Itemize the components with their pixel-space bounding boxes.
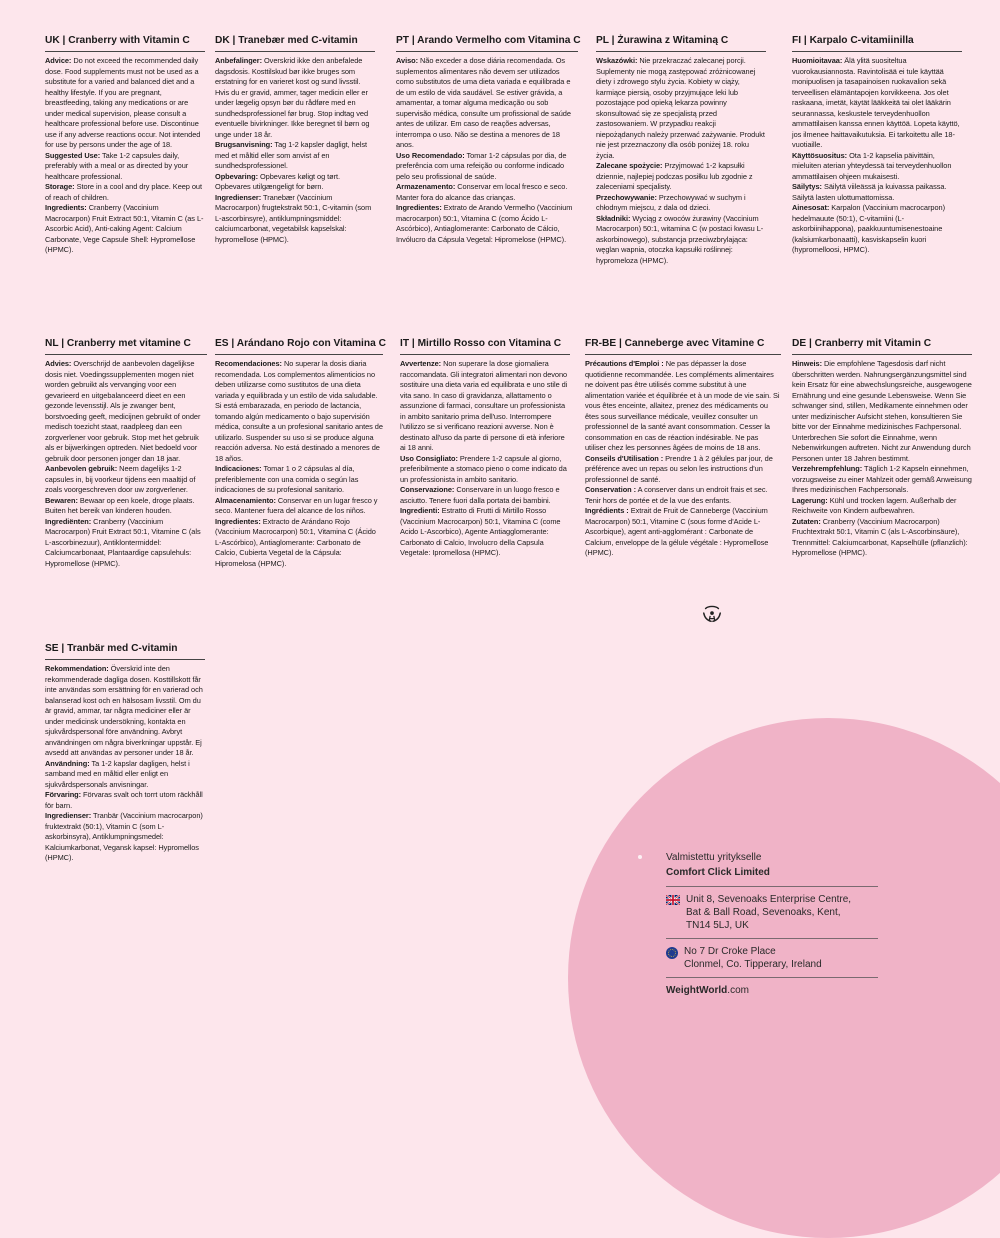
- use-text: Conseils d'Utilisation : Prendre 1 à 2 gélules par jour, de préférence avec un repas ou selon les instructions d'un professionnel de santé.: [585, 453, 773, 484]
- use-text: Suggested Use: Take 1-2 capsules daily, preferably with a meal or as directed by your healthcare professional.: [45, 150, 189, 181]
- manufacturer-info: [666, 850, 878, 998]
- use-text: Zalecane spożycie: Przyjmować 1-2 kapsułki dziennie, najlepiej podczas posiłku lub zgodnie z zaleceniami specjalisty.: [596, 161, 753, 191]
- ingredients-text: Ingredienser: Tranbär (Vaccinium macrocarpon) fruktextrakt (50:1), Vitamin C (som L-askorbinsyra), Antiklumpningsmedel: Kalciumkarbonat, Vegansk kapsel: Hypromellos (HPMC).: [45, 811, 203, 862]
- uk-flag-icon: [666, 895, 680, 905]
- address-line: Clonmel, Co. Tipperary, Ireland: [684, 959, 822, 970]
- section-pt: [396, 35, 581, 245]
- section-se: [45, 643, 205, 864]
- use-text: Indicaciones: Tomar 1 o 2 cápsulas al día, preferiblemente con una comida o según las indicaciones de su profesional sanitario.: [215, 464, 359, 494]
- ingredients-text: Składniki: Wyciąg z owoców żurawiny (Vaccinium Macrocarpon) 50:1, witamina C (w postaci kwasu L-askorbinowego), substancja przeciwzbrylająca: węglan wapnia, otoczka kapsułki roślinnej: hypromeloza (HPMC).: [596, 213, 764, 265]
- use-text: Käyttösuositus: Ota 1-2 kapselia päivittäin, mieluiten aterian yhteydessä tai terveydenhuollon ammattilaisen ohjeen mukaisesti.: [792, 150, 952, 181]
- site-brand: WeightWorld: [666, 985, 728, 996]
- divider: [666, 886, 878, 887]
- storage-text: Bewaren: Bewaar op een koele, droge plaats. Buiten het bereik van kinderen houden.: [45, 495, 195, 515]
- ie-address: [666, 945, 878, 971]
- section-nl: [45, 338, 207, 569]
- storage-text: Opbevaring: Opbevares køligt og tørt. Opbevares utilgængeligt for børn.: [215, 171, 341, 191]
- storage-text: Conservation : A conserver dans un endroit frais et sec. Tenir hors de portée et de la vue des enfants.: [585, 485, 768, 505]
- made-for-label: Valmistettu yritykselle: [666, 852, 762, 863]
- divider: [666, 977, 878, 978]
- storage-text: Säilytys: Säilytä viileässä ja kuivassa paikassa. Säilytä lasten ulottumattomissa.: [792, 182, 947, 202]
- advice-text: Advice: Do not exceed the recommended daily dose. Food supplements must not be used as a substitute for a varied and balanced diet and a healthy lifestyle. If you are pregnant, breastfeeding, taking any medications or are under medical supervision, please consult a healthcare professional before use. Discontinue use if any adverse reactions occur. Not intended for use by persons under the age of 18.: [45, 56, 201, 149]
- ingredients-text: Zutaten: Cranberry (Vaccinium Macrocarpon) Fruchtextrakt 50:1, Vitamin C (als L-Ascorbinsäure), Trennmittel: Calciumcarbonat, Kapselhülle (pflanzlich): Hypromellose (HPMC).: [792, 516, 968, 557]
- use-text: Användning: Ta 1-2 kapslar dagligen, helst i samband med en måltid eller enligt en sjukvårdspersonals anvisningar.: [45, 758, 190, 789]
- section-title: UK | Cranberry with Vitamin C: [45, 35, 205, 52]
- use-text: Uso Recomendado: Tomar 1-2 cápsulas por dia, de preferência com uma refeição ou conforme indicado pelo seu profissional de saúde.: [396, 150, 567, 181]
- section-title: DK | Tranebær med C-vitamin: [215, 35, 375, 52]
- storage-text: Storage: Store in a cool and dry place. Keep out of reach of children.: [45, 182, 202, 202]
- ingredients-text: Ingredienti: Estratto di Frutti di Mirtillo Rosso (Vaccinium Macrocarpon) 50:1, Vitamina C (come Acido L-Ascorbico), Agente Antiagglomerante: Carbonato di Calcio, Involucro della Capsula Vegetale: Ipromellosa (HPMC).: [400, 506, 561, 557]
- advice-text: Huomioitavaa: Älä ylitä suositeltua vuorokausiannosta. Ravintolisää ei tule käyttää monipuolisen ja tasapainoisen ruokavalion sekä terveellisen elämäntapojen korvikkeena. Jos olet raskaana, imetät, käytät lääkkeitä tai olet lääkärin seurannassa, keskustele terveydenhuollon ammattilaisen kanssa ennen käyttöä. Lopeta käyttö, jos ilmenee haittavaikutuksia. Ei tarkoitettu alle 18-vuotiaille.: [792, 56, 960, 149]
- decorative-dot: [638, 855, 642, 859]
- website-link[interactable]: [666, 984, 878, 998]
- ingredients-text: Ingredients: Cranberry (Vaccinium Macrocarpon) Fruit Extract 50:1, Vitamin C (as L-Ascorbic Acid), Anti-caking Agent: Calcium Carbonate, Vege Capsule Shell: Hypromellose (HPMC).: [45, 203, 204, 254]
- storage-text: Armazenamento: Conservar em local fresco e seco. Manter fora do alcance das crianças.: [396, 182, 568, 202]
- advice-text: Rekommendation: Överskrid inte den rekommenderade dagliga dosen. Kosttillskott får inte användas som ersättning för en varierad och balanserad kost och en hälsosam livsstil. Om du är gravid, ammar, tar några mediciner eller är under medicinsk undersökning, kontakta en sjukvårdspersonal före användning. Avbryt användningen om några biverkningar uppstår. Ej avsedd att användas av personer under 18 år.: [45, 664, 203, 757]
- advice-text: Anbefalinger: Overskrid ikke den anbefalede dagsdosis. Kosttilskud bør ikke bruges som erstatning for en varieret kost og sund livsstil. Hvis du er gravid, ammer, tager medicin eller er under lægelig opsyn bør du rådføre med en sundhedsprofessionel før brug. Stop indtag ved eventuelle bivirkninger. Ikke beregnet til børn og unge under 18 år.: [215, 56, 370, 139]
- advice-text: Avvertenze: Non superare la dose giornaliera raccomandata. Gli integratori alimentari non devono sostituire una dieta varia ed equilibrata e uno stile di vita sano. In caso di gravidanza, allattamento o assunzione di farmaci, consultare un professionista in ambito sanitario prima dell'uso. Interrompere l'utilizzo se si verificano reazioni avverse. Non è destinato all'uso da parte di persone di età inferiore ai 18 anni.: [400, 359, 568, 452]
- site-tld: .com: [727, 985, 749, 996]
- storage-text: Lagerung: Kühl und trocken lagern. Außerhalb der Reichweite von Kindern aufbewahren.: [792, 495, 957, 515]
- advice-text: Advies: Overschrijd de aanbevolen dagelijkse dosis niet. Voedingssupplementen mogen niet worden gebruikt als vervanging voor een gevarieerd en uitgebalanceerd dieet en een gezonde levensstijl. Als je zwanger bent, borstvoeding geeft, medicijnen gebruikt of onder medisch toezicht staat, raadpleeg dan een zorgverlener voor gebruik. Stop met het gebruik als er bijwerkingen optreden. Niet bedoeld voor gebruik door personen jonger dan 18 jaar.: [45, 359, 201, 463]
- use-text: Verzehrempfehlung: Täglich 1-2 Kapseln einnehmen, vorzugsweise zu einer Mahlzeit oder gemäß Anweisung Ihres medizinischen Fachpersonals.: [792, 464, 972, 494]
- section-fr-be: [585, 338, 781, 559]
- use-text: Aanbevolen gebruik: Neem dagelijks 1-2 capsules in, bij voorkeur tijdens een maaltijd of zoals voorgeschreven door uw zorgverlener.: [45, 464, 196, 494]
- recycle-bin-icon: [701, 603, 723, 625]
- address-line: Bat & Ball Road, Sevenoaks, Kent,: [686, 907, 841, 918]
- ingredients-text: Ingredienser: Tranebær (Vaccinium Macrocarpon) frugtekstrakt 50:1, C-vitamin (som L-ascorbinsyre), antiklumpningsmiddel: calciumcarbonat, vegetabilsk kapselskal: hypromellose (HPMC).: [215, 192, 372, 244]
- section-title: FI | Karpalo C-vitamiinilla: [792, 35, 962, 52]
- section-title: ES | Arándano Rojo con Vitamina C: [215, 338, 383, 355]
- section-dk: [215, 35, 375, 245]
- section-title: PT | Arando Vermelho com Vitamina C: [396, 35, 578, 52]
- ingredients-text: Ingredientes: Extrato de Arando Vermelho (Vaccinium macrocarpon) 50:1, Vitamina C (como Ácido L-Ascórbico), Antiaglomerante: Carbonato de Cálcio, Invólucro da Cápsula Vegetal: Hipromelose (HPMC).: [396, 203, 573, 244]
- advice-text: Wskazówki: Nie przekraczać zalecanej porcji. Suplementy nie mogą zastępować zróżnicowanej diety i zdrowego stylu życia. Kobiety w ciąży, karmiące piersią, osoby przyjmujące leki lub pozostające pod opieką lekarza powinny skonsultować się ze specjalistą przed zastosowaniem. W przypadku reakcji niepożądanych należy przerwać zażywanie. Produkt nie jest przeznaczony dla osób poniżej 18. roku życia.: [596, 56, 765, 160]
- section-it: [400, 338, 570, 559]
- section-title: NL | Cranberry met vitamine C: [45, 338, 207, 355]
- advice-text: Recomendaciones: No superar la dosis diaria recomendada. Los complementos alimenticios no deben utilizarse como sustitutos de una dieta variada y equilibrada y un estilo de vida saludable. Si está embarazada, en periodo de lactancia, tomando algún medicamento o bajo supervisión médica, consulte a un profesional sanitario antes de utilizarlo. Suspender su uso si se produce alguna reacción adversa. No está destinado a menores de 18 años.: [215, 359, 383, 463]
- ingredients-text: Ingredientes: Extracto de Arándano Rojo (Vaccinium Macrocarpon) 50:1, Vitamina C (Ácido L-Ascórbico), Antiaglomerante: Carbonato de Calcio, Cubierta Vegetal de la Cápsula: Hipromelosa (HPMC).: [215, 516, 376, 568]
- ingredients-text: Ingrédients : Extrait de Fruit de Canneberge (Vaccinium Macrocarpon) 50:1, Vitamine C (sous forme d'Acide L-Ascorbique), agent anti-agglomérant : Carbonate de Calcium, enveloppe de la gélule végétale : Hypromellose (HPMC).: [585, 506, 769, 557]
- storage-text: Conservazione: Conservare in un luogo fresco e asciutto. Tenere fuori dalla portata dei bambini.: [400, 485, 560, 505]
- section-es: [215, 338, 386, 569]
- section-de: [792, 338, 972, 559]
- section-title: SE | Tranbär med C-vitamin: [45, 643, 205, 660]
- use-text: Brugsanvisning: Tag 1-2 kapsler dagligt, helst med et måltid eller som anvist af en sundhedsprofessionel.: [215, 140, 368, 170]
- storage-text: Almacenamiento: Conservar en un lugar fresco y seco. Mantener fuera del alcance de los niños.: [215, 495, 378, 515]
- uk-address: [666, 893, 878, 932]
- address-line: Unit 8, Sevenoaks Enterprise Centre,: [686, 894, 852, 905]
- eu-flag-icon: [666, 947, 678, 959]
- section-title: IT | Mirtillo Rosso con Vitamina C: [400, 338, 570, 355]
- use-text: Uso Consigliato: Prendere 1-2 capsule al giorno, preferibilmente a stomaco pieno o come indicato da un professionista in ambito sanitario.: [400, 453, 567, 484]
- section-uk: [45, 35, 205, 256]
- storage-text: Przechowywanie: Przechowywać w suchym i chłodnym miejscu, z dala od dzieci.: [596, 192, 746, 212]
- section-pl: [596, 35, 766, 266]
- advice-text: Hinweis: Die empfohlene Tagesdosis darf nicht überschritten werden. Nahrungsergänzungsmittel sind kein Ersatz für eine abwechslungsreiche, ausgewogene Ernährung und eine gesunde Lebensweise. Wenn Sie schwanger sind, stillen, Medikamente einnehmen oder unter medizinischer Aufsicht stehen, konsultieren Sie bitte vor der Einnahme medizinisches Fachpersonal. Unterbrechen Sie sofort die Einnahme, wenn Nebenwirkungen auftreten. Nicht zur Anwendung durch Personen unter 18 Jahren bestimmt.: [792, 359, 972, 463]
- ingredients-text: Ainesosat: Karpalon (Vaccinium macrocarpon) hedelmauute (50:1), C-vitamiini (L-askorbiinihappona), paakkuuntumisenestoaine (kalsiumkarbonaatti), kasviskapselin kuori (hypromelloosi, HPMC).: [792, 203, 945, 254]
- section-fi: [792, 35, 962, 256]
- section-title: PL | Żurawina z Witaminą C: [596, 35, 766, 52]
- address-line: No 7 Dr Croke Place: [684, 946, 776, 957]
- company-name: Comfort Click Limited: [666, 867, 770, 878]
- address-line: TN14 5LJ, UK: [686, 920, 749, 931]
- section-title: FR-BE | Canneberge avec Vitamine C: [585, 338, 781, 355]
- divider: [666, 938, 878, 939]
- advice-text: Aviso: Não exceder a dose diária recomendada. Os suplementos alimentares não devem ser utilizados como substitutos de uma dieta variada e equilibrada e de um estilo de vida saudável. Se estiver grávida, a amamentar, a tomar alguma medicação ou sob supervisão médica, consulte um profissional de saúde antes de utilizar. Em caso de reações adversas, interrompa o uso. Não se destina a menores de 18 anos.: [396, 56, 571, 149]
- storage-text: Förvaring: Förvaras svalt och torrt utom räckhåll för barn.: [45, 790, 203, 810]
- section-title: DE | Cranberry mit Vitamin C: [792, 338, 972, 355]
- ingredients-text: Ingrediënten: Cranberry (Vaccinium Macrocarpon) Fruit Extract 50:1, Vitamine C (als L-ascorbinezuur), Antiklontermiddel: Calciumcarbonaat, Plantaardige capsulehuls: Hypromellose (HPMC).: [45, 516, 201, 568]
- advice-text: Précautions d'Emploi : Ne pas dépasser la dose quotidienne recommandée. Les compléments alimentaires ne doivent pas être utilisés comme substitut à une alimentation variée et équilibrée et à un mode de vie sain. Si vous êtes enceinte, allaitez, prenez des médicaments ou êtes sous surveillance médicale, veuillez consulter un professionnel de la santé avant consommation. Cesser la consommation en cas de réaction indésirable. Ne pas utiliser chez les personnes âgées de moins de 18 ans.: [585, 359, 780, 452]
